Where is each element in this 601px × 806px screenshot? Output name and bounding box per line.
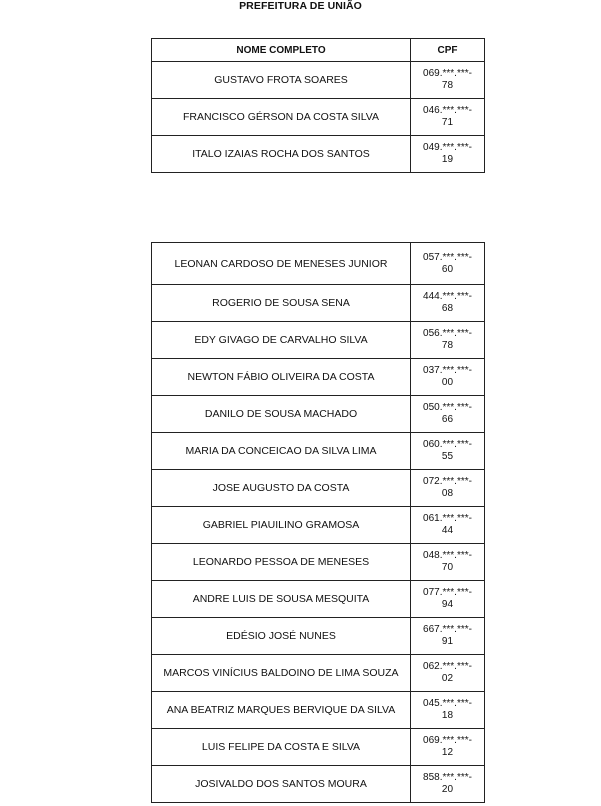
cpf-value — [423, 735, 472, 759]
cpf-suffix: 71 — [441, 117, 454, 128]
column-header-cpf: CPF — [411, 39, 485, 62]
cpf-suffix: 12 — [441, 747, 454, 758]
person-name: EDY GIVAGO DE CARVALHO SILVA — [152, 322, 411, 359]
candidates-table-1 — [151, 38, 485, 173]
table-2-body — [152, 243, 485, 803]
cpf-suffix: 70 — [441, 562, 454, 573]
table-row — [152, 766, 485, 803]
cpf-prefix: 060.***.***- — [423, 439, 472, 450]
person-name: JOSE AUGUSTO DA COSTA — [152, 470, 411, 507]
cpf-suffix: 19 — [441, 154, 454, 165]
table-row — [152, 692, 485, 729]
cpf-suffix: 55 — [441, 451, 454, 462]
cpf-suffix: 02 — [441, 673, 454, 684]
table-row — [152, 99, 485, 136]
person-name: FRANCISCO GÉRSON DA COSTA SILVA — [152, 99, 411, 136]
candidates-table-2 — [151, 242, 485, 803]
person-name: JOSIVALDO DOS SANTOS MOURA — [152, 766, 411, 803]
table-row — [152, 136, 485, 173]
table-row — [152, 655, 485, 692]
cpf-prefix: 045.***.***- — [423, 698, 472, 709]
cpf-value — [423, 476, 472, 500]
person-name: MARIA DA CONCEICAO DA SILVA LIMA — [152, 433, 411, 470]
table-row — [152, 433, 485, 470]
table-row — [152, 544, 485, 581]
cpf-value — [423, 550, 472, 574]
cpf-suffix: 60 — [441, 263, 454, 275]
cpf-suffix: 68 — [441, 303, 454, 314]
cpf-prefix: 046.***.***- — [423, 105, 472, 116]
cpf-value — [423, 328, 472, 352]
cpf-cell — [411, 507, 485, 544]
table-header-row — [152, 39, 485, 62]
person-name: EDÉSIO JOSÉ NUNES — [152, 618, 411, 655]
person-name: DANILO DE SOUSA MACHADO — [152, 396, 411, 433]
cpf-value — [423, 68, 472, 92]
cpf-cell — [411, 136, 485, 173]
cpf-cell — [411, 544, 485, 581]
cpf-suffix: 94 — [441, 599, 454, 610]
cpf-value — [423, 587, 472, 611]
cpf-cell — [411, 618, 485, 655]
cpf-prefix: 858.***.***- — [423, 772, 472, 783]
cpf-suffix: 78 — [441, 80, 454, 91]
person-name: LEONAN CARDOSO DE MENESES JUNIOR — [152, 243, 411, 285]
table-row — [152, 507, 485, 544]
cpf-prefix: 667.***.***- — [423, 624, 472, 635]
table-row — [152, 243, 485, 285]
table-row — [152, 396, 485, 433]
person-name: ANA BEATRIZ MARQUES BERVIQUE DA SILVA — [152, 692, 411, 729]
table-row — [152, 322, 485, 359]
cpf-value — [423, 252, 472, 276]
person-name: NEWTON FÁBIO OLIVEIRA DA COSTA — [152, 359, 411, 396]
table-row — [152, 285, 485, 322]
cpf-prefix: 057.***.***- — [423, 251, 472, 263]
cpf-suffix: 44 — [441, 525, 454, 536]
cpf-prefix: 072.***.***- — [423, 476, 472, 487]
cpf-prefix: 069.***.***- — [423, 68, 472, 79]
cpf-suffix: 91 — [441, 636, 454, 647]
cpf-value — [423, 513, 472, 537]
cpf-prefix: 077.***.***- — [423, 587, 472, 598]
cpf-cell — [411, 62, 485, 99]
table-row — [152, 62, 485, 99]
cpf-cell — [411, 581, 485, 618]
cpf-prefix: 061.***.***- — [423, 513, 472, 524]
cpf-cell — [411, 470, 485, 507]
table-1-body — [152, 62, 485, 173]
table-row — [152, 729, 485, 766]
cpf-value — [423, 142, 472, 166]
cpf-cell — [411, 729, 485, 766]
person-name: ANDRE LUIS DE SOUSA MESQUITA — [152, 581, 411, 618]
cpf-prefix: 049.***.***- — [423, 142, 472, 153]
cpf-value — [423, 291, 472, 315]
cpf-prefix: 444.***.***- — [423, 291, 472, 302]
cpf-cell — [411, 99, 485, 136]
cpf-suffix: 20 — [441, 784, 454, 795]
table-row — [152, 581, 485, 618]
cpf-cell — [411, 692, 485, 729]
cpf-value — [423, 439, 472, 463]
cpf-cell — [411, 322, 485, 359]
cpf-cell — [411, 396, 485, 433]
page-title: PREFEITURA DE UNIÃO — [239, 0, 362, 12]
cpf-suffix: 66 — [441, 414, 454, 425]
table-row — [152, 618, 485, 655]
person-name: LUIS FELIPE DA COSTA E SILVA — [152, 729, 411, 766]
cpf-suffix: 18 — [441, 710, 454, 721]
cpf-prefix: 062.***.***- — [423, 661, 472, 672]
table-row — [152, 359, 485, 396]
cpf-value — [423, 105, 472, 129]
person-name: GABRIEL PIAUILINO GRAMOSA — [152, 507, 411, 544]
column-header-name: NOME COMPLETO — [152, 39, 411, 62]
cpf-value — [423, 772, 472, 796]
cpf-suffix: 08 — [441, 488, 454, 499]
cpf-value — [423, 661, 472, 685]
cpf-cell — [411, 655, 485, 692]
cpf-cell — [411, 433, 485, 470]
cpf-prefix: 056.***.***- — [423, 328, 472, 339]
cpf-value — [423, 365, 472, 389]
cpf-prefix: 069.***.***- — [423, 735, 472, 746]
cpf-value — [423, 624, 472, 648]
person-name: GUSTAVO FROTA SOARES — [152, 62, 411, 99]
person-name: ROGERIO DE SOUSA SENA — [152, 285, 411, 322]
cpf-cell — [411, 766, 485, 803]
table-row — [152, 470, 485, 507]
cpf-suffix: 00 — [441, 377, 454, 388]
cpf-suffix: 78 — [441, 340, 454, 351]
cpf-value — [423, 698, 472, 722]
cpf-cell — [411, 243, 485, 285]
person-name: MARCOS VINÍCIUS BALDOINO DE LIMA SOUZA — [152, 655, 411, 692]
cpf-prefix: 048.***.***- — [423, 550, 472, 561]
cpf-value — [423, 402, 472, 426]
person-name: LEONARDO PESSOA DE MENESES — [152, 544, 411, 581]
cpf-cell — [411, 285, 485, 322]
person-name: ITALO IZAIAS ROCHA DOS SANTOS — [152, 136, 411, 173]
cpf-prefix: 037.***.***- — [423, 365, 472, 376]
cpf-prefix: 050.***.***- — [423, 402, 472, 413]
cpf-cell — [411, 359, 485, 396]
